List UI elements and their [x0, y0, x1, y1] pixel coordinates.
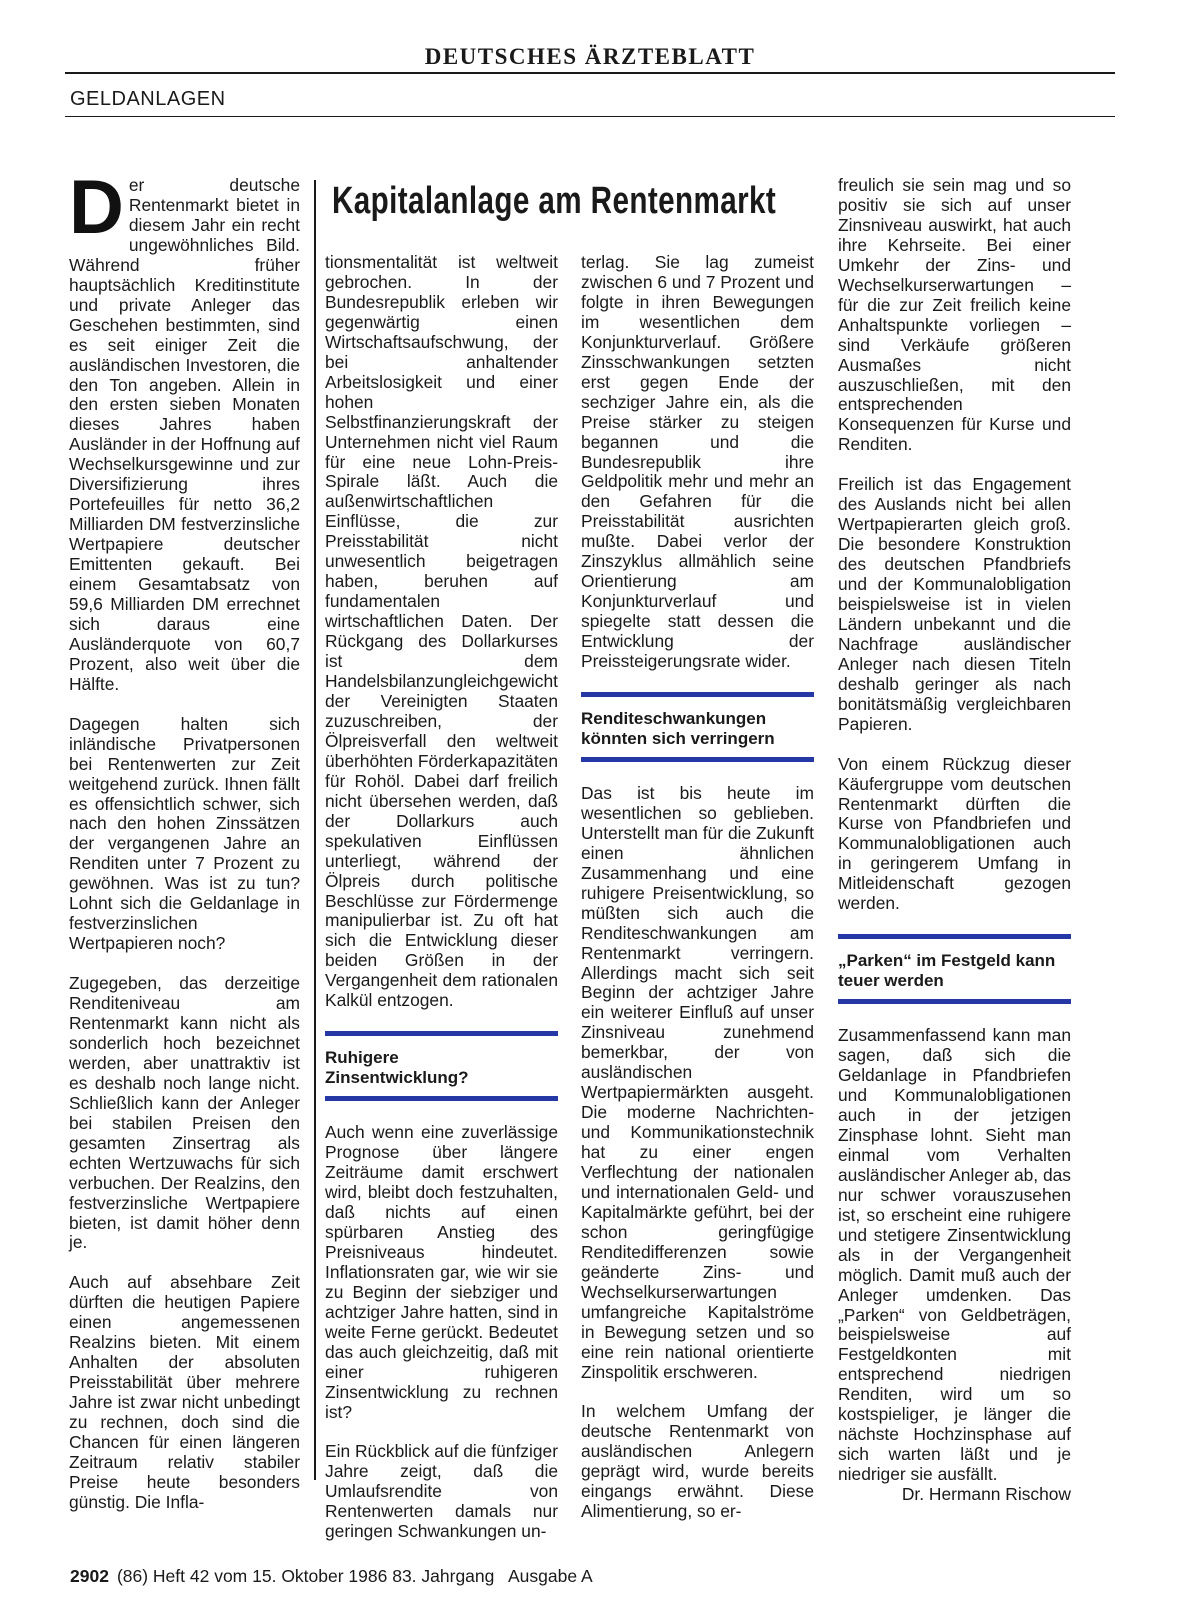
- subhead-bar-bottom: [838, 999, 1071, 1004]
- section-rule: [65, 116, 1115, 117]
- issue-info: (86) Heft 42 vom 15. Oktober 1986 83. Jahrgang Ausgabe A: [116, 1566, 593, 1586]
- subhead-bar-top: [838, 934, 1071, 939]
- masthead-rule: [65, 72, 1115, 74]
- footer: [70, 1566, 593, 1587]
- subhead-bar-top: [325, 1031, 558, 1036]
- article-column-2: [325, 253, 558, 1542]
- paragraph: Auch auf absehbare Zeit dürften die heutigen Papiere einen angemessenen Realzins bieten. Mit einem Anhalten der absoluten Preisstabilität über mehrere Jahre ist zwar nicht unbedingt zu rechnen, doch sind die Chancen für einen längeren Zeitraum relativ stabiler Preise heute besonders günstig. Die Infla-: [69, 1272, 300, 1512]
- page-number: 2902: [70, 1566, 109, 1586]
- paragraph: Dagegen halten sich inländische Privatpersonen bei Rentenwerten zur Zeit weitgehend zurück. Ihnen fällt es offensichtlich schwer, sich nach den hohen Zinssätzen der vergangenen Jahre an Renditen unter 7 Prozent zu gewöhnen. Was ist zu tun? Lohnt sich die Geldanlage in festverzinslichen Wertpapieren noch?: [69, 713, 300, 954]
- subhead-bar-bottom: [581, 757, 814, 762]
- paragraph: Von einem Rückzug dieser Käufergruppe vom deutschen Rentenmarkt dürften die Kurse von Pfandbriefen und Kommunalobligationen auch in geringerem Umfang in Mitleidenschaft gezogen werden.: [838, 753, 1071, 914]
- paragraph: tionsmentalität ist weltweit gebrochen. In der Bundesrepublik erleben wir gegenwärtig einen Wirtschaftsaufschwung, der bei anhaltender Arbeitslosigkeit und einer hohen Selbstfinanzierungskraft der Unternehmen nicht viel Raum für eine neue Lohn-Preis-Spirale läßt. Auch die außenwirtschaftlichen Einflüsse, die zur Preisstabilität nicht unwesentlich beigetragen haben, beruhen auf fundamentalen wirtschaftlichen Daten. Der Rückgang des Dollarkurses ist dem Handelsbilanzungleichgewicht der Vereinigten Staaten zuzuschreiben, der Ölpreisverfall den weltweit überhöhten Förderkapazitäten für Rohöl. Dabei darf freilich nicht übersehen werden, daß der Dollarkurs auch spekulativen Einflüssen unterliegt, während der Ölpreis durch politische Beschlüsse zur Fördermenge manipulierbar ist. Zu oft hat sich die Entwicklung dieser beiden Größen in der Vergangenheit dem rationalen Kalkül entzogen.: [325, 252, 558, 1011]
- article-headline: Kapitalanlage am Rentenmarkt: [332, 180, 777, 222]
- paragraph: Der deutsche Rentenmarkt bietet in diesem Jahr ein recht ungewöhnliches Bild. Während früher hauptsächlich Kreditinstitute und private Anleger das Geschehen bestimmten, sind es seit einiger Zeit die ausländischen Investoren, die den Ton angeben. Allein in den ersten sieben Monaten dieses Jahres haben Ausländer in der Hoffnung auf Wechselkursgewinne und zur Diversifizierung ihres Portefeuilles für netto 36,2 Milliarden DM festverzinsliche Wertpapiere deutscher Emittenten gekauft. Bei einem Gesamtabsatz von 59,6 Milliarden DM errechnet sich daraus eine Ausländerquote von 60,7 Prozent, also weit über die Hälfte.: [69, 165, 300, 694]
- paragraph: In welchem Umfang der deutsche Rentenmarkt von ausländischen Anlegern geprägt wird, wurde bereits eingangs erwähnt. Diese Alimentierung, so er-: [581, 1401, 814, 1522]
- paragraph: Zugegeben, das derzeitige Renditeniveau am Rentenmarkt kann nicht als sonderlich hoch bezeichnet werden, aber unattraktiv ist es deshalb noch lange nicht. Schließlich kann der Anleger bei stabilen Preisen den gesamten Zinsertrag als echten Wertzuwachs für sich verbuchen. Der Realzins, den festverzinsliche Wertpapiere bieten, ist damit höher denn je.: [69, 973, 300, 1253]
- subhead: Renditeschwankungen könnten sich verringern: [581, 708, 775, 748]
- subhead-bar-top: [581, 692, 814, 697]
- subhead: „Parken“ im Festgeld kann teuer werden: [838, 951, 1056, 991]
- article-column-1: [69, 165, 300, 1513]
- paragraph: Zusammenfassend kann man sagen, daß sich die Geldanlage in Pfandbriefen und Kommunalobligationen auch in der jetzigen Zinsphase lohnt. Sieht man einmal vom Verhalten ausländischer Anleger ab, das nur schwer vorauszusehen ist, so erscheint eine ruhigere und stetigere Zinsentwicklung als in der Vergangenheit möglich. Damit muß auch der Anleger umdenken. Das „Parken“ von Geldbeträgen, beispielsweise auf Festgeldkonten mit entsprechend niedrigen Renditen, wird um so kostspieliger, je länger die nächste Hochzinsphase auf sich warten läßt und je niedriger sie ausfällt.: [838, 1025, 1071, 1485]
- article-column-4: [838, 176, 1071, 1505]
- drop-cap: D: [69, 165, 124, 250]
- author-byline: Dr. Hermann Rischow: [901, 1484, 1071, 1505]
- paragraph: Ein Rückblick auf die fünfziger Jahre zeigt, daß die Umlaufsrendite von Rentenwerten damals nur geringen Schwankungen un-: [325, 1441, 558, 1542]
- subhead-bar-bottom: [325, 1096, 558, 1101]
- paragraph: freulich sie sein mag und so positiv sie sich auf unser Zinsniveau auswirkt, hat auch ihre Kehrseite. Bei einer Umkehr der Zins- und Wechselkurserwartungen – für die zur Zeit freilich keine Anhaltspunkte vorliegen – sind Verkäufe größeren Ausmaßes nicht auszuschließen, mit den entsprechenden Konsequenzen für Kurse und Renditen.: [838, 175, 1071, 455]
- column-divider: [314, 180, 316, 1480]
- section-label: GELDANLAGEN: [70, 88, 226, 110]
- masthead: DEUTSCHES ÄRZTEBLATT: [424, 44, 756, 69]
- paragraph: Auch wenn eine zuverlässige Prognose über längere Zeiträume damit erschwert wird, bleibt doch festzuhalten, daß nichts auf einen spürbaren Anstieg des Preisniveaus hindeutet. Inflationsraten gar, wie wir sie zu Beginn der siebziger und achtziger Jahre hatten, sind in weite Ferne gerückt. Bedeutet das auch gleichzeitig, daß mit einer ruhigeren Zinsentwicklung zu rechnen ist?: [325, 1122, 558, 1422]
- paragraph: terlag. Sie lag zumeist zwischen 6 und 7 Prozent und folgte in ihren Bewegungen im wesentlichen dem Konjunkturverlauf. Größere Zinsschwankungen setzten erst gegen Ende der sechziger Jahre ein, als die Preise stärker zu steigen begannen und die Bundesrepublik ihre Geldpolitik mehr und mehr an den Gefahren für die Preisstabilität ausrichten mußte. Dabei verlor der Zinszyklus allmählich seine Orientierung am Konjunkturverlauf und spiegelte statt dessen die Entwicklung der Preissteigerungsrate wider.: [581, 252, 814, 672]
- article-column-3: [581, 253, 814, 1522]
- subhead: Ruhigere Zinsentwicklung?: [325, 1048, 469, 1088]
- paragraph: Freilich ist das Engagement des Auslands nicht bei allen Wertpapierarten gleich groß. Die besondere Konstruktion des deutschen Pfandbriefs und der Kommunalobligation beispielsweise ist in vielen Ländern unbekannt und die Nachfrage ausländischer Anleger nach diesen Titeln deshalb geringer als nach bonitätsmäßig vergleichbaren Papieren.: [838, 474, 1071, 734]
- paragraph: Das ist bis heute im wesentlichen so geblieben. Unterstellt man für die Zukunft einen ähnlichen Zusammenhang und eine ruhigere Preisentwicklung, so müßten sich auch die Renditeschwankungen am Rentenmarkt verringern. Allerdings macht sich seit Beginn der achtziger Jahre ein weiterer Einfluß auf unser Zinsniveau zunehmend bemerkbar, der von ausländischen Wertpapiermärkten ausgeht. Die moderne Nachrichten- und Kommunikationstechnik hat zu einer engen Verflechtung der nationalen und internationalen Geld- und Kapitalmärkte geführt, bei der schon geringfügige Renditedifferenzen sowie geänderte Zins- und Wechselkurserwartungen umfangreiche Kapitalströme in Bewegung setzen und so eine rein national orientierte Zinspolitik erschweren.: [581, 782, 814, 1382]
